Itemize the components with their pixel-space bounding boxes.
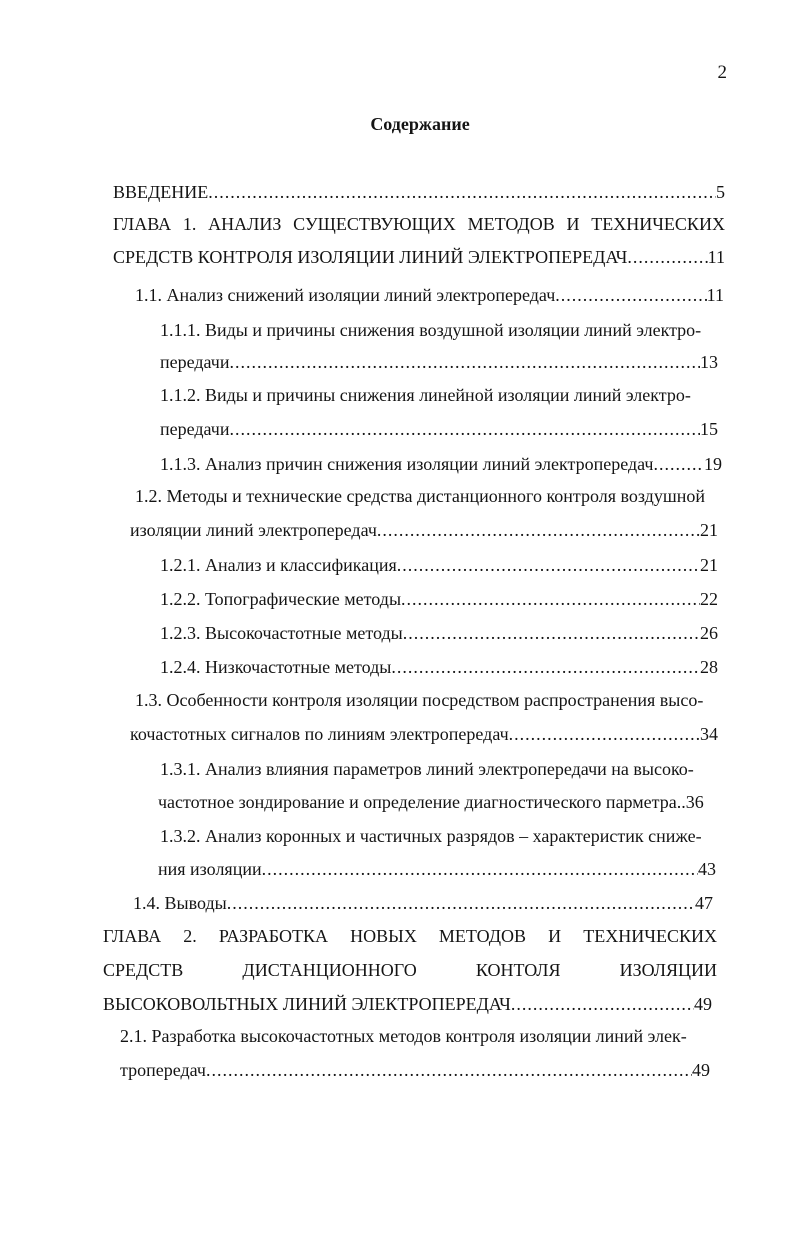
word: ТЕХНИЧЕСКИХ xyxy=(591,214,725,234)
toc-page: 49 xyxy=(692,1060,710,1080)
toc-page: 21 xyxy=(700,520,718,540)
toc-page: 13 xyxy=(700,352,718,372)
leader-dots xyxy=(627,245,707,269)
toc-entry-1-1-2-cont[interactable] xyxy=(160,417,718,441)
toc-entry-1-1-3[interactable] xyxy=(160,452,722,476)
leader-dots xyxy=(403,621,700,645)
toc-entry-text: 1.3.1. Анализ влияния параметров линий электропередачи на высоко- xyxy=(160,759,694,779)
leader-dots xyxy=(391,655,700,679)
toc-entry-text: частотное зондирование и определение диагностического парметра..36 xyxy=(158,792,704,812)
toc-entry-1-1-2[interactable] xyxy=(160,383,725,407)
toc-entry-1-2-4[interactable] xyxy=(160,655,718,679)
word: ДИСТАНЦИОННОГО xyxy=(242,960,417,980)
toc-entry-1-2-2[interactable] xyxy=(160,587,718,611)
toc-page: 11 xyxy=(706,285,724,305)
toc-page: 28 xyxy=(700,657,718,677)
page-number: 2 xyxy=(717,62,727,83)
toc-entry-text: 1.1.2. Виды и причины снижения линейной изоляции линий электро- xyxy=(160,385,691,405)
toc-page: 22 xyxy=(700,589,718,609)
toc-page: 49 xyxy=(694,994,712,1014)
word: МЕТОДОВ xyxy=(438,926,527,946)
toc-entry-chapter-2[interactable] xyxy=(103,924,717,1016)
toc-entry-text: изоляции линий электропередач xyxy=(130,520,377,540)
leader-dots xyxy=(401,587,700,611)
word: 2. xyxy=(183,926,197,946)
toc-entry-text: ВВЕДЕНИЕ xyxy=(113,182,209,202)
toc-entry-text: 1.2.3. Высокочастотные методы xyxy=(160,623,403,643)
toc-entry-text: 1.2.2. Топографические методы xyxy=(160,589,402,609)
toc-entry-1-2-cont[interactable] xyxy=(130,518,718,542)
leader-dots xyxy=(377,518,700,542)
toc-entry-text: 1.1. Анализ снижений изоляции линий электропередач xyxy=(135,285,556,305)
toc-entry-chapter-1[interactable] xyxy=(113,212,725,269)
chapter-2-line-1 xyxy=(103,924,717,948)
toc-entry-1-3[interactable] xyxy=(135,688,724,712)
toc-entry-1-2[interactable] xyxy=(135,484,725,508)
word: СУЩЕСТВУЮЩИХ xyxy=(293,214,456,234)
toc-entry-text: передачи xyxy=(160,419,230,439)
toc-entry-text: кочастотных сигналов по линиям электропередач xyxy=(130,724,509,744)
leader-dots xyxy=(509,722,700,746)
leader-dots xyxy=(230,350,701,374)
word: ГЛАВА xyxy=(113,214,172,234)
toc-entry-1-2-1[interactable] xyxy=(160,553,718,577)
toc-entry-text: 1.3.2. Анализ коронных и частичных разрядов – характеристик сниже- xyxy=(160,826,702,846)
word: ИЗОЛЯЦИИ xyxy=(619,960,717,980)
page-title: Содержание xyxy=(370,114,470,134)
toc-entry-text: 2.1. Разработка высокочастотных методов контроля изоляции линий элек- xyxy=(120,1026,687,1046)
word: ГЛАВА xyxy=(103,926,162,946)
toc-page: 15 xyxy=(700,419,718,439)
toc-entry-2-1-cont[interactable] xyxy=(120,1058,710,1082)
toc-page: 47 xyxy=(695,893,713,913)
toc-entry-text: 1.4. Выводы xyxy=(133,893,227,913)
toc-page: 21 xyxy=(700,555,718,575)
toc-entry-1-3-2-cont[interactable] xyxy=(158,857,716,881)
word: 1. xyxy=(182,214,197,234)
leader-dots xyxy=(230,417,701,441)
word: СРЕДСТВ xyxy=(103,960,184,980)
leader-dots xyxy=(262,857,698,881)
toc-entry-text: 1.3. Особенности контроля изоляции посредством распространения высо- xyxy=(135,690,704,710)
word: НОВЫХ xyxy=(350,926,417,946)
word: РАЗРАБОТКА xyxy=(218,926,329,946)
toc-page: 26 xyxy=(700,623,718,643)
toc-entry-1-3-1[interactable] xyxy=(160,757,725,781)
leader-dots xyxy=(208,180,716,204)
leader-dots xyxy=(511,992,694,1016)
toc-entry-text: 1.2. Методы и технические средства дистанционного контроля воздушной xyxy=(135,486,705,506)
leader-dots xyxy=(397,553,700,577)
toc-page: 5 xyxy=(716,182,725,202)
toc-entry-text: 1.1.3. Анализ причин снижения изоляции линий электропередач xyxy=(160,454,654,474)
toc-entry-1-1-1[interactable] xyxy=(160,318,725,342)
toc-entry-text: передачи xyxy=(160,352,230,372)
leader-dots xyxy=(555,283,706,307)
word: ТЕХНИЧЕСКИХ xyxy=(583,926,717,946)
leader-dots xyxy=(206,1058,692,1082)
toc-entry-2-1[interactable] xyxy=(120,1024,717,1048)
leader-dots xyxy=(653,452,704,476)
word: И xyxy=(548,926,562,946)
toc-page: 19 xyxy=(704,454,722,474)
word: КОНТОЛЯ xyxy=(475,960,561,980)
toc-entry-1-3-cont[interactable] xyxy=(130,722,718,746)
toc-entry-text: 1.1.1. Виды и причины снижения воздушной изоляции линий электро- xyxy=(160,320,702,340)
toc-entry-text: тропередач xyxy=(120,1060,206,1080)
toc-page: 11 xyxy=(707,247,725,267)
toc-entry-text: 1.2.1. Анализ и классификация xyxy=(160,555,397,575)
toc-page: 34 xyxy=(700,724,718,744)
chapter-2-line-2 xyxy=(103,958,717,982)
toc-entry-1-3-2[interactable] xyxy=(160,824,725,848)
word: АНАЛИЗ xyxy=(208,214,282,234)
toc-entry-text: 1.2.4. Низкочастотные методы xyxy=(160,657,392,677)
word: И xyxy=(566,214,580,234)
word: МЕТОДОВ xyxy=(467,214,555,234)
toc-entry-1-4[interactable] xyxy=(133,891,713,915)
toc-entry-intro[interactable] xyxy=(113,180,725,204)
toc-entry-1-3-1-cont[interactable] xyxy=(158,790,718,814)
chapter-1-line-1 xyxy=(113,212,725,236)
leader-dots xyxy=(227,891,695,915)
toc-entry-text: ВЫСОКОВОЛЬТНЫХ ЛИНИЙ ЭЛЕКТРОПЕРЕДАЧ xyxy=(103,994,511,1014)
toc-entry-text: СРЕДСТВ КОНТРОЛЯ ИЗОЛЯЦИИ ЛИНИЙ ЭЛЕКТРОПЕРЕДАЧ xyxy=(113,247,628,267)
toc-entry-text: ния изоляции xyxy=(158,859,262,879)
toc-entry-1-2-3[interactable] xyxy=(160,621,718,645)
toc-entry-1-1-1-cont[interactable] xyxy=(160,350,718,374)
toc-entry-1-1[interactable] xyxy=(135,283,724,307)
toc-page: 43 xyxy=(698,859,716,879)
